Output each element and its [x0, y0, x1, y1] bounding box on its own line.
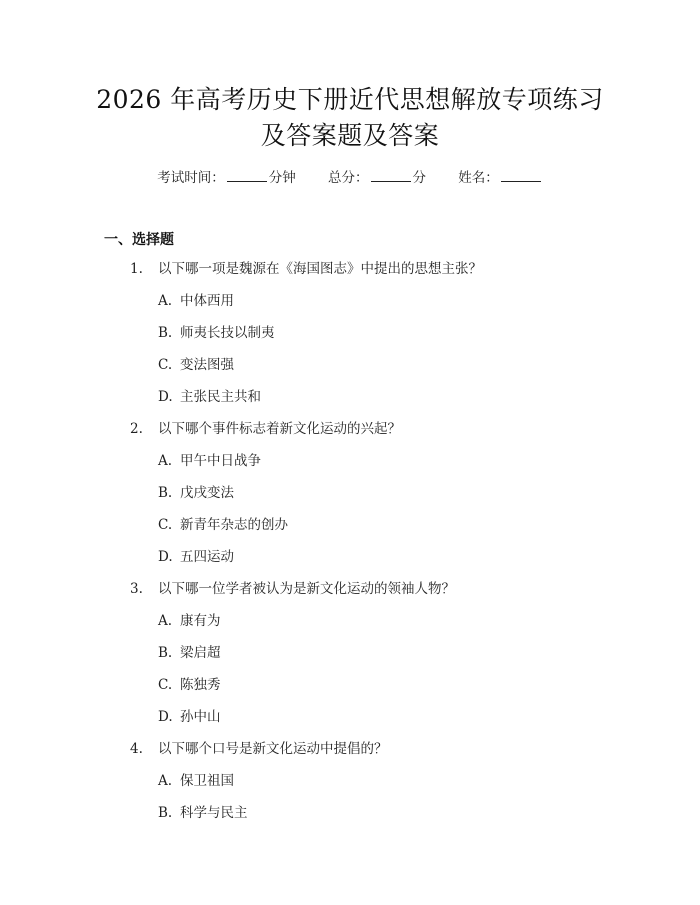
option-letter: A.: [158, 453, 173, 469]
exam-time-blank: [227, 169, 267, 182]
question-number: 4.: [130, 741, 143, 757]
question-number: 1.: [130, 261, 143, 277]
option-letter: D.: [158, 549, 173, 565]
total-score-unit: 分: [412, 170, 426, 186]
option-text: 中体西用: [180, 293, 234, 309]
option-letter: B.: [158, 645, 173, 661]
section-heading: 一、选择题: [104, 232, 174, 248]
option-text: 保卫祖国: [180, 773, 234, 789]
option-text: 主张民主共和: [180, 389, 261, 405]
total-score-blank: [371, 169, 411, 182]
option-text: 科学与民主: [180, 805, 248, 821]
exam-time-label: 考试时间：: [157, 170, 225, 186]
exam-time-field: [157, 170, 296, 186]
question-text: 以下哪个口号是新文化运动中提倡的？: [158, 741, 388, 757]
option-text: 甲午中日战争: [180, 453, 261, 469]
option-letter: B.: [158, 485, 173, 501]
question-text: 以下哪一项是魏源在《海国图志》中提出的思想主张？: [158, 261, 482, 277]
option-letter: A.: [158, 613, 173, 629]
document-title-line-1: 2026 年高考历史下册近代思想解放专项练习: [96, 85, 604, 114]
total-score-field: [328, 170, 426, 186]
option-text: 孙中山: [180, 709, 221, 725]
student-name-label: 姓名：: [458, 170, 499, 186]
option-text: 陈独秀: [180, 677, 221, 693]
option-letter: B.: [158, 805, 173, 821]
total-score-label: 总分：: [328, 170, 369, 186]
question-text: 以下哪一位学者被认为是新文化运动的领袖人物？: [158, 581, 455, 597]
option-text: 变法图强: [180, 357, 234, 373]
exam-info-bar: [0, 168, 700, 188]
option-letter: A.: [158, 773, 173, 789]
option-letter: C.: [158, 677, 173, 693]
option-letter: C.: [158, 517, 173, 533]
option-letter: D.: [158, 709, 173, 725]
document-title-line-2: 及答案题及答案: [260, 121, 440, 150]
option-letter: D.: [158, 389, 173, 405]
option-text: 戊戌变法: [180, 485, 234, 501]
student-name-blank: [501, 169, 541, 182]
question-text: 以下哪个事件标志着新文化运动的兴起？: [158, 421, 401, 437]
option-text: 师夷长技以制夷: [180, 325, 275, 341]
option-letter: B.: [158, 325, 173, 341]
option-text: 梁启超: [180, 645, 221, 661]
student-name-field: [458, 170, 543, 186]
option-letter: C.: [158, 357, 173, 373]
question-number: 2.: [130, 421, 143, 437]
option-text: 新青年杂志的创办: [180, 517, 288, 533]
option-text: 五四运动: [180, 549, 234, 565]
option-letter: A.: [158, 293, 173, 309]
exam-time-unit: 分钟: [268, 170, 296, 186]
option-text: 康有为: [180, 613, 221, 629]
question-number: 3.: [130, 581, 143, 597]
